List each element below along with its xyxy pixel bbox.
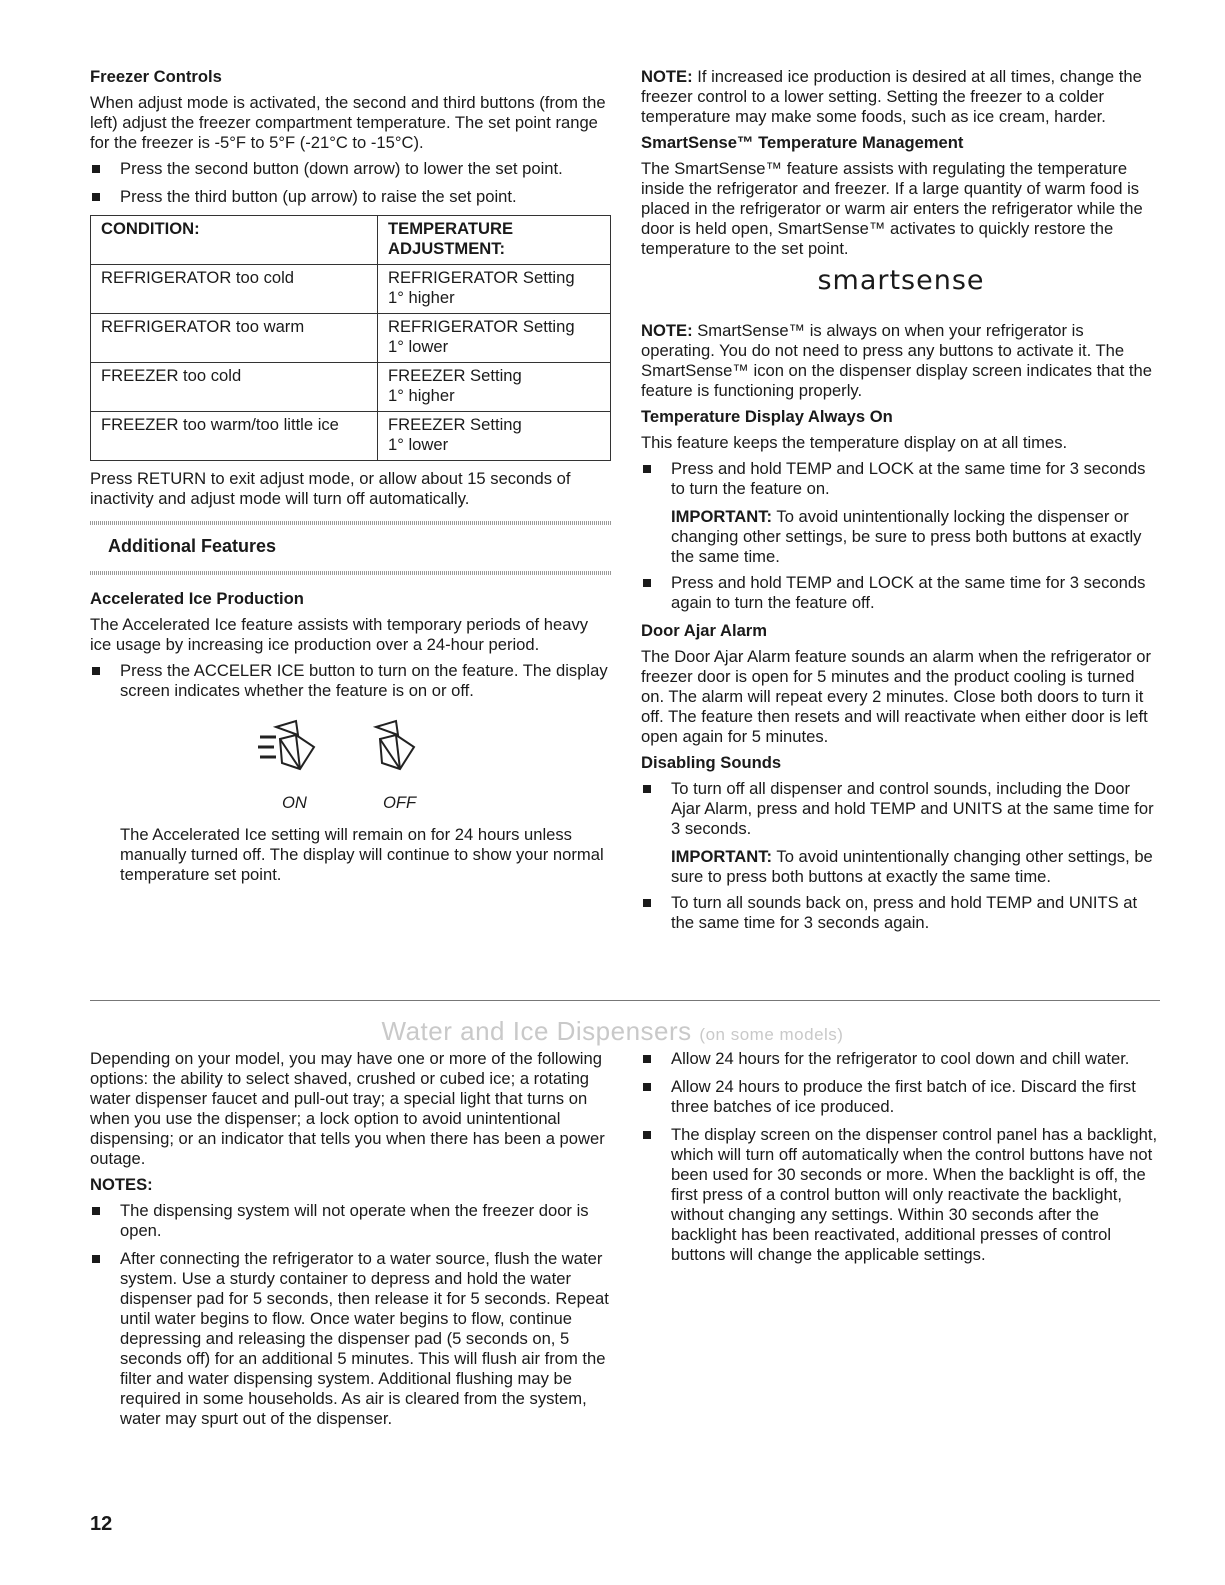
- temperature-display-text: This feature keeps the temperature display on at all times.: [641, 433, 1068, 452]
- accelerated-ice-note: The Accelerated Ice setting will remain on for 24 hours unless manually turned off. The display will continue to show your normal temperature set point.: [120, 825, 604, 884]
- table-cell-adjustment: [378, 363, 611, 412]
- smartsense-logo: [641, 265, 1161, 319]
- dispenser-note-cool-down: Allow 24 hours for the refrigerator to cool down and chill water.: [641, 1049, 1161, 1069]
- bottom-right-column: [641, 1049, 1161, 1273]
- adjustment-delta: 1° higher: [388, 288, 455, 307]
- accelerated-ice-intro: The Accelerated Ice feature assists with temporary periods of heavy ice usage by increasing ice production over a 24-hour period.: [90, 615, 589, 654]
- accelerated-ice-bullet: Press the ACCELER ICE button to turn on the feature. The display screen indicates whether the feature is on or off.: [90, 661, 611, 701]
- door-ajar-heading: Door Ajar Alarm: [641, 621, 768, 640]
- adjustment-delta: 1° lower: [388, 337, 449, 356]
- dispenser-note-first-ice: Allow 24 hours to produce the first batch of ice. Discard the first three batches of ice produced.: [641, 1077, 1161, 1117]
- temperature-display-bullet-off: Press and hold TEMP and LOCK at the same time for 3 seconds again to turn the feature off.: [641, 573, 1161, 613]
- hatch-divider: [90, 571, 611, 575]
- left-column: [90, 67, 611, 891]
- accelerated-ice-heading: Accelerated Ice Production: [90, 589, 304, 608]
- table-cell-condition: REFRIGERATOR too warm: [91, 314, 378, 363]
- disabling-sounds-heading: Disabling Sounds: [641, 753, 782, 772]
- disabling-sounds-bullet-on: To turn all sounds back on, press and hold TEMP and UNITS at the same time for 3 seconds again.: [641, 893, 1161, 933]
- important-text: To avoid unintentionally locking the dispenser or changing other settings, be sure to press both buttons at exactly the same time.: [671, 507, 1142, 566]
- door-ajar-text: The Door Ajar Alarm feature sounds an alarm when the refrigerator or freezer door is open for 5 minutes and the product cooling is turned on. The alarm will repeat every 2 minutes. Close both doors to turn it off. The feature then resets and will reactivate when either door is left open again for 5 minutes.: [641, 647, 1152, 746]
- return-text: Press RETURN to exit adjust mode, or allow about 15 seconds of inactivity and adjust mode will turn off automatically.: [90, 469, 571, 508]
- section-divider: [90, 1000, 1160, 1001]
- table-row: [91, 265, 611, 314]
- table-cell-adjustment: [378, 412, 611, 461]
- table-row: [91, 363, 611, 412]
- table-cell-condition: REFRIGERATOR too cold: [91, 265, 378, 314]
- adjustment-setting: REFRIGERATOR Setting: [388, 317, 575, 336]
- dispenser-note-backlight: The display screen on the dispenser control panel has a backlight, which will turn off automatically when the control buttons have not been used for 30 seconds or more. When the backlight is off, the first press of a control button will only reactivate the backlight, without changing any settings. Within 30 seconds after the backlight has been reactivated, additional presses of control buttons will change the applicable settings.: [641, 1125, 1161, 1265]
- right-column: [641, 67, 1161, 941]
- freezer-intro: When adjust mode is activated, the second and third buttons (from the left) adjust the freezer compartment temperature. The set point range for the freezer is -5°F to 5°F (-21°C to -15°C).: [90, 93, 606, 152]
- additional-features-band: [90, 521, 611, 575]
- icon-on-label: ON: [282, 793, 307, 812]
- adjustment-setting: FREEZER Setting: [388, 415, 522, 434]
- table-cell-condition: FREEZER too warm/too little ice: [91, 412, 378, 461]
- water-ice-dispensers-heading: [0, 1016, 1225, 1047]
- disabling-sounds-bullet-off: To turn off all dispenser and control sounds, including the Door Ajar Alarm, press and hold TEMP and UNITS at the same time for 3 seconds.: [641, 779, 1161, 839]
- dispenser-note-flush: After connecting the refrigerator to a water source, flush the water system. Use a sturdy container to depress and hold the water dispenser pad for 5 seconds, then release it for 5 seconds. Repeat until water begins to flow. Once water begins to flow, continue depressing and releasing the dispenser pad (5 seconds on, 5 seconds off) for an additional 5 minutes. This will flush air from the filter and water dispensing system. Additional flushing may be required in some households. As air is cleared from the system, water may spurt out of the dispenser.: [90, 1249, 611, 1429]
- table-cell-adjustment: [378, 314, 611, 363]
- adjustment-delta: 1° lower: [388, 435, 449, 454]
- table-row: [91, 314, 611, 363]
- freezer-bullet-down: Press the second button (down arrow) to lower the set point.: [90, 159, 611, 179]
- adjustment-delta: 1° higher: [388, 386, 455, 405]
- table-row: [91, 412, 611, 461]
- important-note-locking: [641, 507, 1161, 567]
- temperature-display-bullet-on: Press and hold TEMP and LOCK at the same time for 3 seconds to turn the feature on.: [641, 459, 1161, 499]
- note-increased-ice: [641, 67, 1161, 127]
- note-label: NOTE:: [641, 67, 693, 86]
- bottom-left-column: [90, 1049, 611, 1437]
- accel-ice-on-icon: [258, 717, 322, 779]
- table-header-adjustment: TEMPERATURE ADJUSTMENT:: [378, 216, 611, 265]
- accel-ice-off-icon: [372, 717, 422, 779]
- accelerated-ice-icons: [90, 709, 611, 819]
- important-text: To avoid unintentionally changing other settings, be sure to press both buttons at exactly the same time.: [671, 847, 1153, 886]
- dispenser-intro: Depending on your model, you may have one or more of the following options: the ability to select shaved, crushed or cubed ice; a rotating water dispenser faucet and pull-out tray; a special light that turns on when you use the dispenser; a lock option to avoid unintentional dispensing; or an indicator that tells you when there has been a power outage.: [90, 1049, 605, 1168]
- adjustment-setting: REFRIGERATOR Setting: [388, 268, 575, 287]
- note-label: NOTE:: [641, 321, 693, 340]
- smartsense-text: The SmartSense™ feature assists with regulating the temperature inside the refrigerator and freezer. If a large quantity of warm food is placed in the refrigerator or warm air enters the refrigerator while the door is held open, SmartSense™ activates to quickly restore the temperature to the set point.: [641, 159, 1143, 258]
- dispenser-note-freezer-door: The dispensing system will not operate when the freezer door is open.: [90, 1201, 611, 1241]
- notes-heading: NOTES:: [90, 1175, 153, 1194]
- icon-off-label: OFF: [383, 793, 417, 812]
- smartsense-heading: SmartSense™ Temperature Management: [641, 133, 964, 152]
- additional-features-heading: Additional Features: [108, 536, 277, 556]
- banner-title: Water and Ice Dispensers: [381, 1016, 692, 1046]
- adjustment-setting: FREEZER Setting: [388, 366, 522, 385]
- hatch-divider: [90, 521, 611, 525]
- important-note-settings: [641, 847, 1161, 887]
- table-cell-adjustment: [378, 265, 611, 314]
- freezer-bullet-up: Press the third button (up arrow) to raise the set point.: [90, 187, 611, 207]
- page-number: 12: [90, 1513, 113, 1535]
- note-text: If increased ice production is desired at all times, change the freezer control to a lower setting. Setting the freezer to a colder temperature may make some foods, such as ice cream, harder.: [641, 67, 1142, 126]
- table-header-condition: CONDITION:: [91, 216, 378, 265]
- condition-table: [90, 215, 611, 461]
- temperature-display-heading: Temperature Display Always On: [641, 407, 893, 426]
- banner-subtitle: (on some models): [699, 1025, 844, 1044]
- important-label: IMPORTANT:: [671, 507, 773, 526]
- freezer-controls-heading: Freezer Controls: [90, 67, 222, 86]
- note-text: SmartSense™ is always on when your refrigerator is operating. You do not need to press any buttons to activate it. The SmartSense™ icon on the dispenser display screen indicates that the feature is functioning properly.: [641, 321, 1153, 400]
- table-cell-condition: FREEZER too cold: [91, 363, 378, 412]
- note-smartsense-on: [641, 321, 1161, 401]
- smartsense-logo-text: smartsense: [817, 265, 985, 296]
- important-label: IMPORTANT:: [671, 847, 773, 866]
